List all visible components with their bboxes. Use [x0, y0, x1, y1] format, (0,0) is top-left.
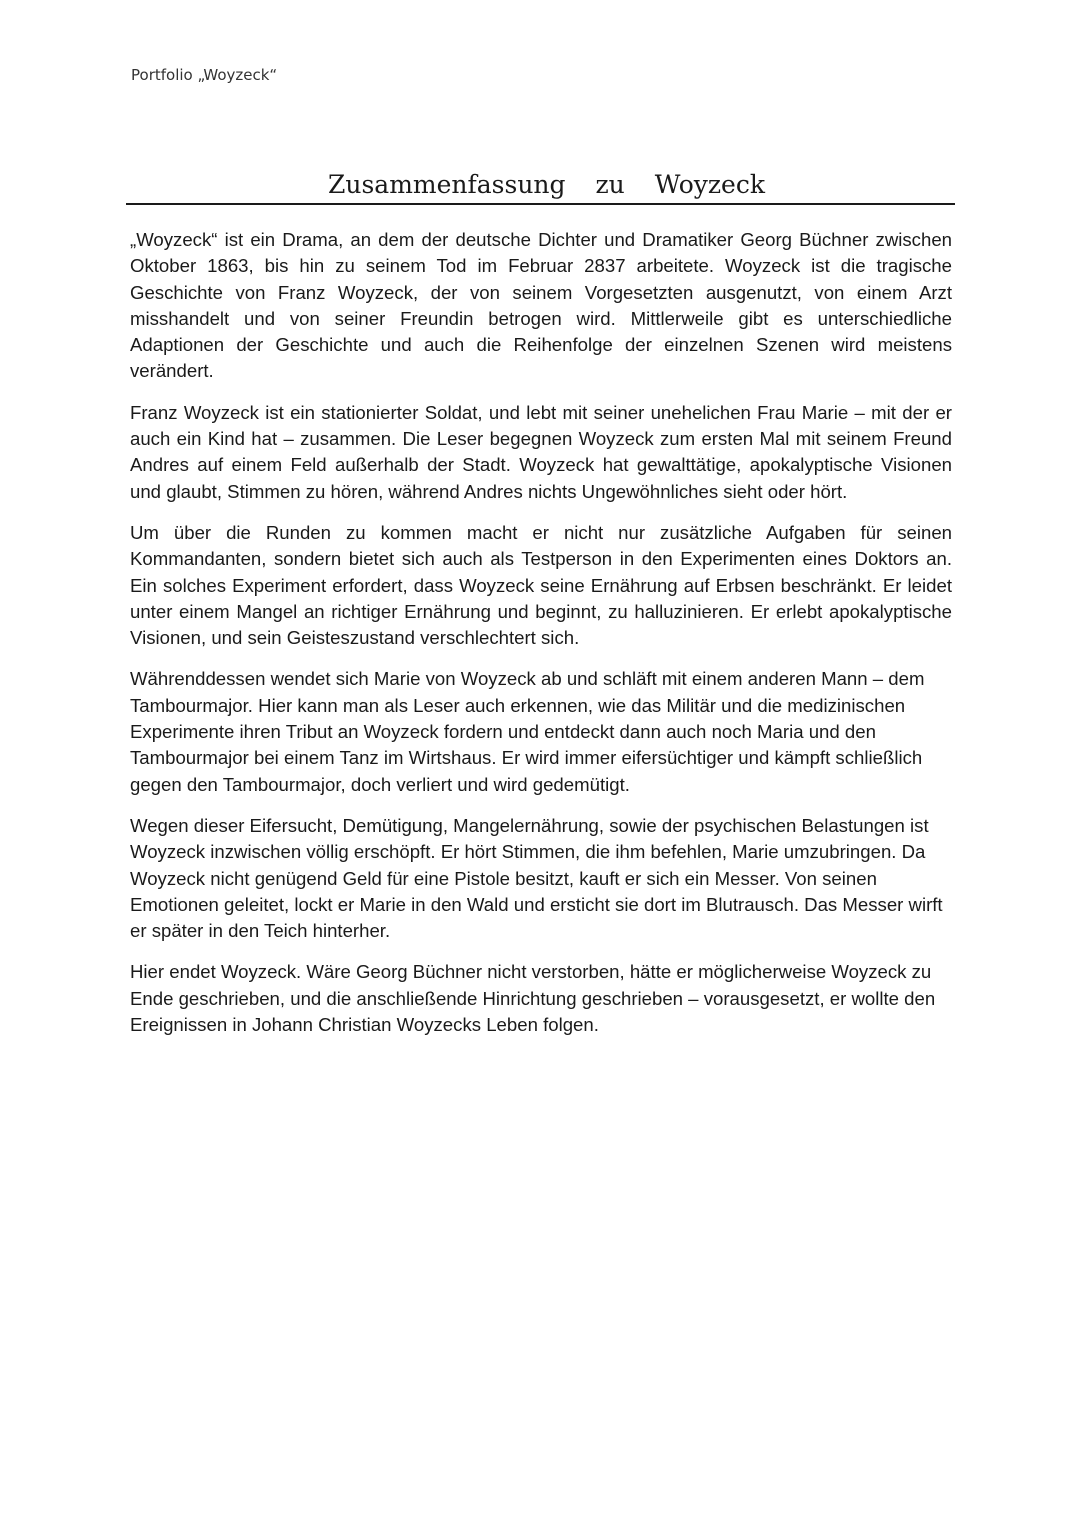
title-block — [126, 170, 955, 205]
document-body — [130, 227, 952, 1053]
paragraph-4: Währenddessen wendet sich Marie von Woyzeck ab und schläft mit einem anderen Mann – dem Tambourmajor. Hier kann man als Leser auch erkennen, wie das Militär und die medizinischen Experimente ihren Tribut an Woyzeck fordern und entdeckt dann auch noch Maria und den Tambourmajor bei einem Tanz im Wirtshaus. Er wird immer eifersüchtiger und kämpft schließlich gegen den Tambourmajor, doch verliert und wird gedemütigt. — [130, 668, 925, 795]
paragraph-2: Franz Woyzeck ist ein stationierter Soldat, und lebt mit seiner unehelichen Frau Marie – mit der er auch ein Kind hat – zusammen. Die Leser begegnen Woyzeck zum ersten Mal mit seinem Freund Andres auf einem Feld außerhalb der Stadt. Woyzeck hat gewalttätige, apokalyptische Visionen und glaubt, Stimmen zu hören, während Andres nichts Ungewöhnliches sieht oder hört. — [130, 401, 952, 502]
document-title: Zusammenfassung zu Woyzeck — [328, 170, 765, 199]
paragraph-5: Wegen dieser Eifersucht, Demütigung, Mangelernährung, sowie der psychischen Belastungen ist Woyzeck inzwischen völlig erschöpft. Er hört Stimmen, die ihm befehlen, Marie umzubringen. Da Woyzeck nicht genügend Geld für eine Pistole besitzt, kauft er sich ein Messer. Von seinen Emotionen geleitet, lockt er Marie in den Wald und ersticht sie dort im Blutrausch. Das Messer wirft er später in den Teich hinterher. — [130, 814, 943, 942]
paragraph-3: Um über die Runden zu kommen macht er nicht nur zusätzliche Aufgaben für seinen Kommandanten, sondern bietet sich auch als Testperson in den Experimenten eines Doktors an. Ein solches Experiment erfordert, dass Woyzeck seine Ernährung auf Erbsen beschränkt. Er leidet unter einem Mangel an richtiger Ernährung und beginnt, zu halluzinieren. Er erlebt apokalyptische Visionen, und sein Geisteszustand verschlechtert sich. — [130, 521, 952, 649]
paragraph-1: „Woyzeck“ ist ein Drama, an dem der deutsche Dichter und Dramatiker Georg Büchner zwischen Oktober 1863, bis hin zu seinem Tod im Februar 2837 arbeitete. Woyzeck ist die tragische Geschichte von Franz Woyzeck, der von seinem Vorgesetzten ausgenutzt, von einem Arzt misshandelt und von seiner Freundin betrogen wird. Mittlerweile gibt es unterschiedliche Adaptionen der Geschichte und auch die Reihenfolge der einzelnen Szenen wird meistens verändert. — [130, 229, 952, 382]
running-header: Portfolio „Woyzeck“ — [131, 66, 278, 84]
paragraph-6: Hier endet Woyzeck. Wäre Georg Büchner nicht verstorben, hätte er möglicherweise Woyzeck zu Ende geschrieben, und die anschließende Hinrichtung geschrieben – vorausgesetzt, er wollte den Ereignissen in Johann Christian Woyzecks Leben folgen. — [130, 961, 936, 1036]
